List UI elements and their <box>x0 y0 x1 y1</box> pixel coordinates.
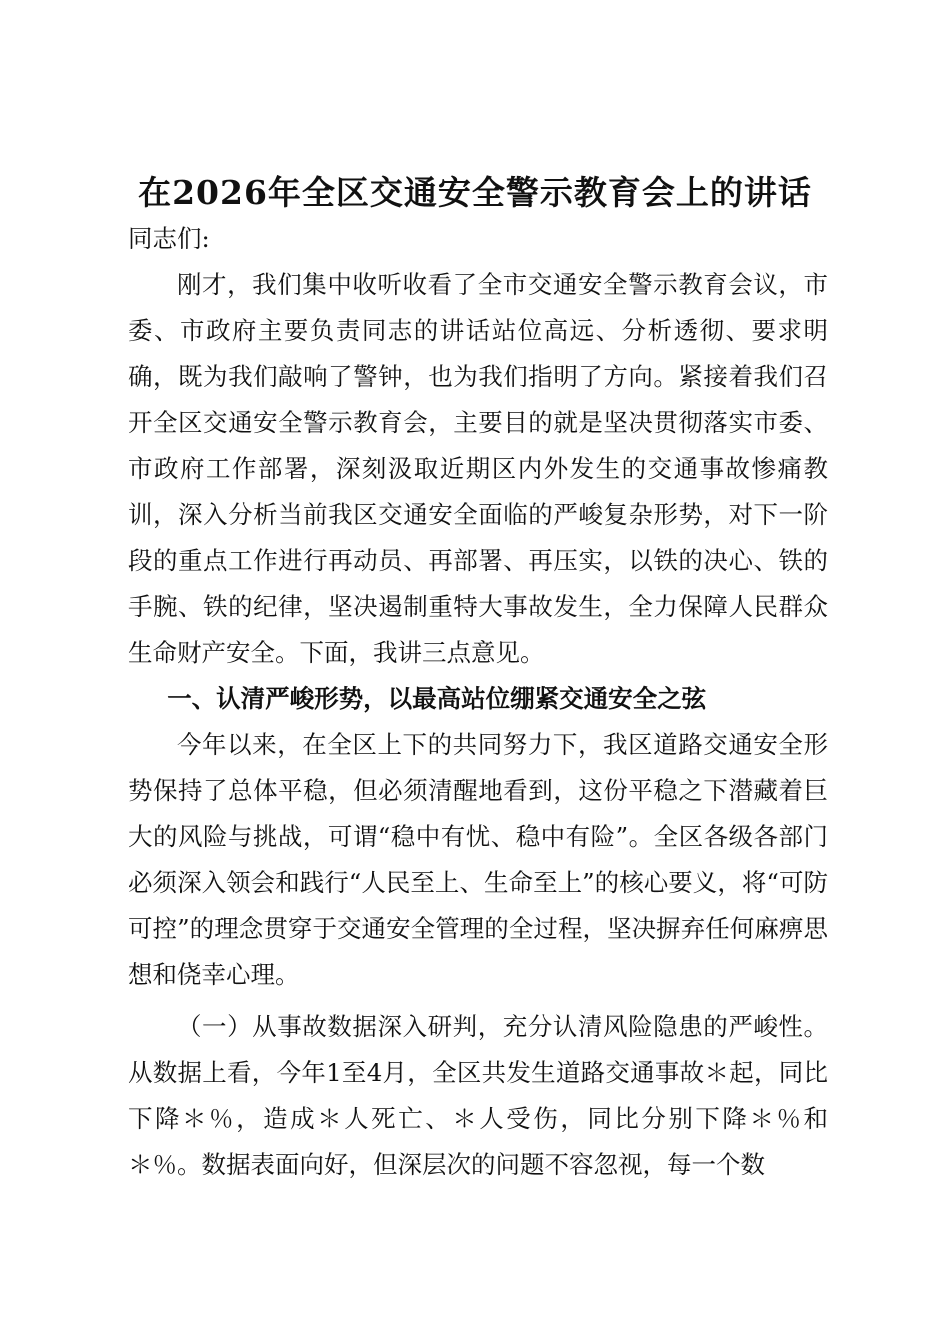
paragraph-intro: 刚才，我们集中收听收看了全市交通安全警示教育会议，市委、市政府主要负责同志的讲话站位高远、分析透彻、要求明确，既为我们敲响了警钟，也为我们指明了方向。紧接着我们召开全区交通安全警示教育会，主要目的就是坚决贯彻落实市委、市政府工作部署，深刻汲取近期区内外发生的交通事故惨痛教训，深入分析当前我区交通安全面临的严峻复杂形势，对下一阶段的重点工作进行再动员、再部署、再压实，以铁的决心、铁的手腕、铁的纪律，坚决遏制重特大事故发生，全力保障人民群众生命财产安全。下面，我讲三点意见。 <box>128 270 828 667</box>
paragraph-accident-data: （一）从事故数据深入研判，充分认清风险隐患的严峻性。从数据上看，今年1至4月，全区共发生道路交通事故＊起，同比下降＊％，造成＊人死亡、＊人受伤，同比分别下降＊％和＊％。数据表面向好，但深层次的问题不容忽视，每一个数 <box>128 1012 828 1179</box>
document-body <box>128 216 828 1188</box>
paragraph-situation: 今年以来，在全区上下的共同努力下，我区道路交通安全形势保持了总体平稳，但必须清醒地看到，这份平稳之下潜藏着巨大的风险与挑战，可谓“稳中有忧、稳中有险”。全区各级各部门必须深入领会和践行“人民至上、生命至上”的核心要义，将“可防可控”的理念贯穿于交通安全管理的全过程，坚决摒弃任何麻痹思想和侥幸心理。 <box>128 730 828 989</box>
section-heading-1: 一、认清严峻形势，以最高站位绷紧交通安全之弦 <box>167 684 707 713</box>
salutation: 同志们: <box>128 224 210 253</box>
document-title: 在2026年全区交通安全警示教育会上的讲话 <box>138 173 812 212</box>
